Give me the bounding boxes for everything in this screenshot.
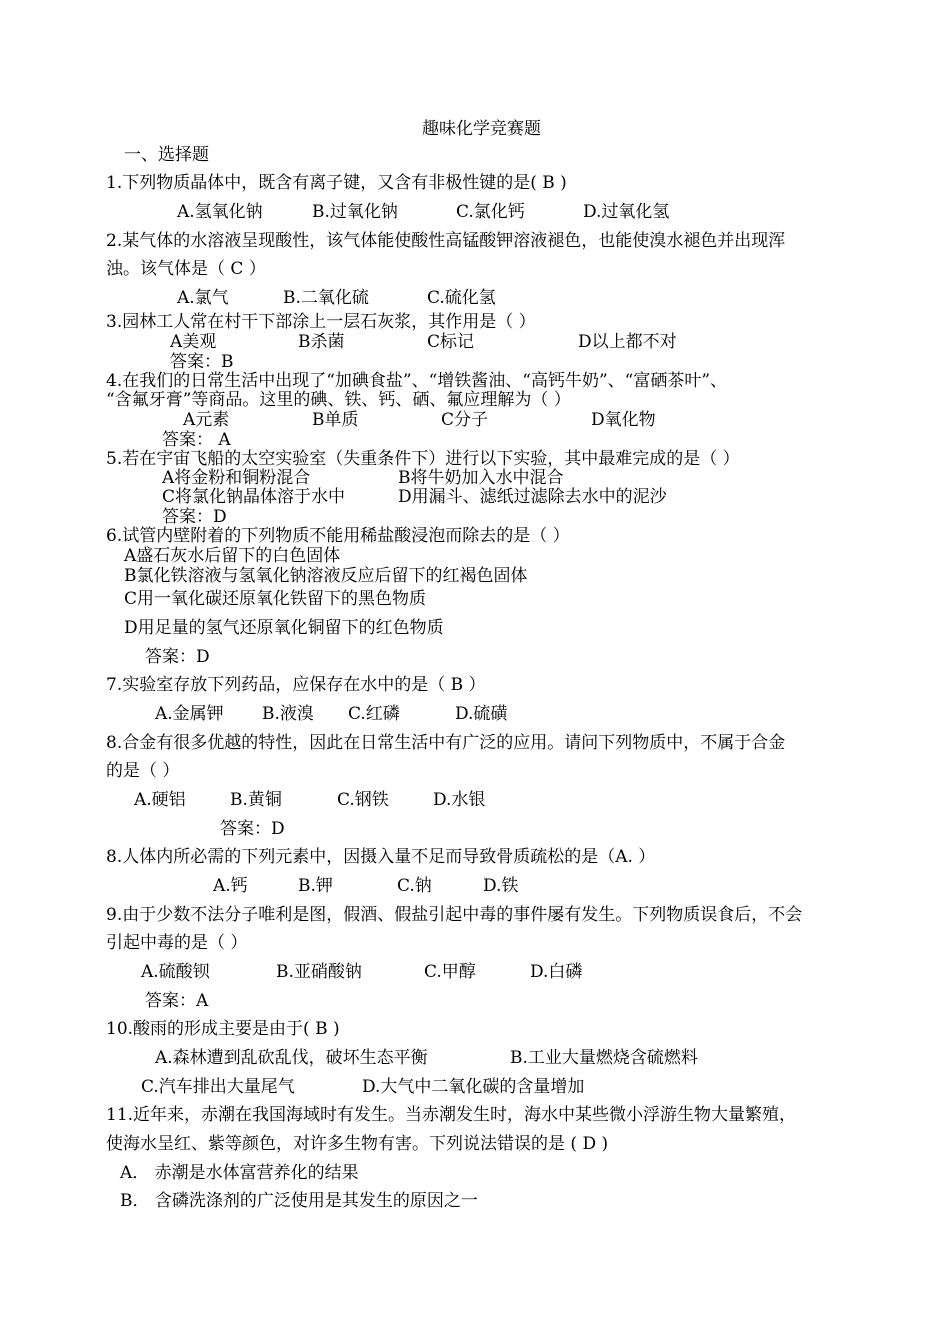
question-5: 5.若在宇宙飞船的太空实验室（失重条件下）进行以下实验，其中最难完成的是（ ） [106, 449, 740, 469]
question-3-answer: 答案：B [170, 352, 234, 372]
option: A元素 [183, 410, 230, 430]
question-6-option-b: B氯化铁溶液与氢氧化钠溶液反应后留下的红褐色固体 [124, 566, 528, 586]
option: B单质 [312, 410, 359, 430]
question-9-answer: 答案：A [145, 991, 209, 1011]
question-2-cont: 浊。该气体是（ C ） [106, 259, 266, 279]
option: A.硫酸钡 [141, 962, 210, 982]
question-6-answer: 答案：D [145, 647, 210, 667]
option: C将氯化钠晶体溶于水中 [162, 487, 346, 507]
question-2: 2.某气体的水溶液呈现酸性，该气体能使酸性高锰酸钾溶液褪色，也能使溴水褪色并出现浑 [106, 231, 786, 251]
question-8-answer: 答案：D [220, 819, 285, 839]
option: B将牛奶加入水中混合 [398, 468, 564, 488]
option: B.钾 [298, 876, 333, 896]
question-6-option-d: D用足量的氢气还原氧化铜留下的红色物质 [124, 618, 444, 638]
question-4: 4.在我们的日常生活中出现了“加碘食盐”、“增铁酱油、“高钙牛奶”、“富硒茶叶”、 [106, 371, 728, 391]
question-8b: 8.人体内所必需的下列元素中，因摄入量不足而导致骨质疏松的是（A. ） [106, 847, 656, 867]
question-7: 7.实验室存放下列药品，应保存在水中的是（ B ） [106, 675, 486, 695]
option: A.氢氧化钠 [177, 202, 263, 222]
section-heading: 一、选择题 [124, 145, 209, 165]
question-11-option-b: B． 含磷洗涤剂的广泛使用是其发生的原因之一 [120, 1191, 478, 1211]
option: A美观 [170, 332, 217, 352]
option: D以上都不对 [578, 332, 677, 352]
option: B.工业大量燃烧含硫燃料 [510, 1048, 698, 1068]
question-6: 6.试管内壁附着的下列物质不能用稀盐酸浸泡而除去的是（ ） [106, 526, 570, 546]
question-10: 10.酸雨的形成主要是由于( B ) [106, 1019, 340, 1039]
option: A.金属钾 [155, 704, 224, 724]
question-1: 1.下列物质晶体中，既含有离子键，又含有非极性键的是( B ) [106, 173, 567, 193]
option: C.汽车排出大量尾气 [141, 1077, 295, 1097]
option: B.黄铜 [230, 790, 282, 810]
option: C.红磷 [348, 704, 400, 724]
question-8-cont: 的是（ ） [106, 761, 180, 781]
question-9-cont: 引起中毒的是（ ） [106, 933, 248, 953]
option: A.氯气 [177, 288, 229, 308]
option: D.大气中二氧化碳的含量增加 [362, 1077, 585, 1097]
option: C.甲醇 [424, 962, 476, 982]
option: B杀菌 [298, 332, 345, 352]
option: B.二氧化硫 [283, 288, 369, 308]
question-6-option-c: C用一氧化碳还原氧化铁留下的黑色物质 [124, 589, 427, 609]
option: D.白磷 [530, 962, 583, 982]
option: D.水银 [433, 790, 486, 810]
option: D.硫磺 [455, 704, 508, 724]
question-6-option-a: A盛石灰水后留下的白色固体 [124, 546, 341, 566]
option: A.钙 [213, 876, 248, 896]
page-title: 趣味化学竞赛题 [422, 119, 541, 139]
option: A将金粉和铜粉混合 [162, 468, 311, 488]
question-4-cont: “含氟牙膏”等商品。这里的碘、铁、钙、硒、氟应理解为（ ） [106, 390, 571, 410]
option: D用漏斗、滤纸过滤除去水中的泥沙 [398, 487, 667, 507]
option: B.过氧化钠 [312, 202, 398, 222]
option: C标记 [427, 332, 475, 352]
option: D.过氧化氢 [583, 202, 670, 222]
question-11-cont: 使海水呈红、紫等颜色，对许多生物有害。下列说法错误的是 ( D ) [106, 1134, 609, 1154]
option: C分子 [441, 410, 489, 430]
option: A.森林遭到乱砍乱伐，破坏生态平衡 [155, 1048, 428, 1068]
option: D.铁 [483, 876, 519, 896]
option: D氧化物 [591, 410, 656, 430]
option: C.钢铁 [337, 790, 389, 810]
question-8: 8.合金有很多优越的特性，因此在日常生活中有广泛的应用。请问下列物质中，不属于合金 [106, 733, 786, 753]
option: C.硫化氢 [427, 288, 496, 308]
option: B.液溴 [262, 704, 314, 724]
option: B.亚硝酸钠 [276, 962, 362, 982]
question-5-answer: 答案：D [162, 507, 227, 527]
question-11: 11.近年来，赤潮在我国海域时有发生。当赤潮发生时，海水中某些微小浮游生物大量繁殖， [106, 1105, 797, 1125]
option: C.钠 [397, 876, 432, 896]
option: C.氯化钙 [456, 202, 525, 222]
option: A.硬铝 [134, 790, 186, 810]
question-9: 9.由于少数不法分子唯利是图，假酒、假盐引起中毒的事件屡有发生。下列物质误食后，不会 [106, 905, 803, 925]
question-11-option-a: A． 赤潮是水体富营养化的结果 [120, 1163, 359, 1183]
question-4-answer: 答案： A [162, 430, 231, 450]
question-3: 3.园林工人常在村干下部涂上一层石灰浆，其作用是（ ） [106, 312, 536, 332]
